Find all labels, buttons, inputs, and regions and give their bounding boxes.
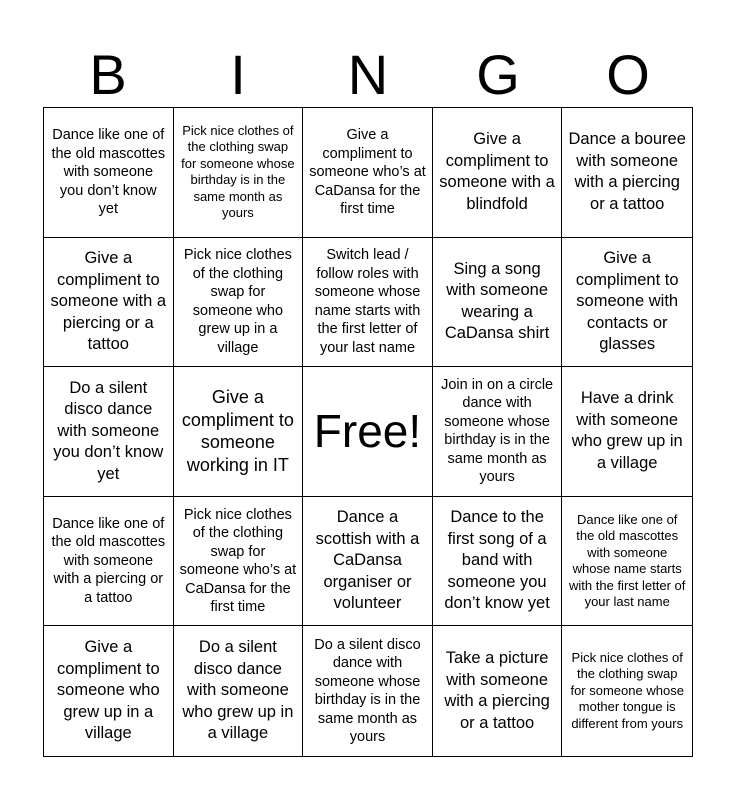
bingo-cell[interactable] (44, 367, 174, 497)
header-letter-b: B (89, 43, 127, 106)
bingo-cell[interactable] (433, 108, 563, 238)
cell-text: Do a silent disco dance with someone you don’t know yet (53, 378, 164, 483)
cell-text: Sing a song with someone wearing a CaDansa shirt (444, 259, 550, 343)
bingo-cell[interactable] (433, 626, 563, 756)
cell-text: Dance a bouree with someone with a piercing or a tattoo (568, 130, 686, 213)
bingo-cell[interactable] (174, 367, 304, 497)
bingo-cell[interactable] (562, 367, 692, 497)
cell-text: Take a picture with someone with a piercing or a tattoo (444, 649, 550, 732)
free-space-cell[interactable] (303, 367, 433, 497)
cell-text: Dance a scottish with a CaDansa organiser or volunteer (315, 508, 420, 613)
cell-text: Give a compliment to someone with a piercing or a tattoo (50, 249, 167, 354)
header-letter-o: O (606, 43, 650, 106)
bingo-cell[interactable] (174, 108, 304, 238)
bingo-cell[interactable] (44, 497, 174, 627)
cell-text: Do a silent disco dance with someone who grew up in a village (182, 638, 294, 743)
bingo-cell[interactable] (44, 108, 174, 238)
cell-text: Do a silent disco dance with someone whose birthday is in the same month as yours (314, 636, 421, 746)
cell-text: Dance to the first song of a band with someone you don’t know yet (444, 508, 550, 613)
cell-text: Give a compliment to someone who grew up in a village (56, 638, 160, 743)
bingo-cell[interactable] (174, 626, 304, 756)
cell-text: Pick nice clothes of the clothing swap for someone whose birthday is in the same month as yours (181, 122, 295, 221)
cell-text: Join in on a circle dance with someone whose birthday is in the same month as yours (441, 376, 554, 486)
bingo-cell[interactable] (303, 497, 433, 627)
cell-text: Give a compliment to someone working in IT (181, 387, 294, 475)
bingo-cell[interactable] (433, 497, 563, 627)
bingo-cell[interactable] (174, 497, 304, 627)
cell-text: Dance like one of the old mascottes with someone you don’t know yet (51, 127, 166, 218)
bingo-header (43, 44, 693, 106)
bingo-board (43, 107, 693, 757)
header-letter-g: G (476, 43, 520, 106)
cell-text: Have a drink with someone who grew up in a village (571, 389, 683, 472)
cell-text: Dance like one of the old mascottes with someone with a piercing or a tattoo (51, 515, 166, 606)
cell-text: Give a compliment to someone with a blindfold (439, 130, 555, 213)
header-letter-i: I (230, 43, 246, 106)
cell-text: Pick nice clothes of the clothing swap for someone who’s at CaDansa for the first time (179, 506, 297, 616)
cell-text: Switch lead / follow roles with someone whose name starts with the first letter of your last name (314, 247, 421, 356)
bingo-cell[interactable] (562, 626, 692, 756)
bingo-cell[interactable] (562, 108, 692, 238)
bingo-cell[interactable] (303, 108, 433, 238)
bingo-cell[interactable] (303, 626, 433, 756)
free-space-text: Free! (313, 405, 422, 458)
cell-text: Pick nice clothes of the clothing swap for someone whose mother tongue is different from yours (570, 649, 684, 731)
bingo-cell[interactable] (562, 497, 692, 627)
bingo-cell[interactable] (433, 367, 563, 497)
bingo-cell[interactable] (562, 238, 692, 368)
bingo-cell[interactable] (44, 626, 174, 756)
header-letter-n: N (347, 43, 389, 106)
cell-text: Dance like one of the old mascottes with someone whose name starts with the first letter of your last name (569, 511, 686, 610)
bingo-cell[interactable] (44, 238, 174, 368)
cell-text: Give a compliment to someone who’s at CaDansa for the first time (309, 127, 426, 218)
bingo-cell[interactable] (174, 238, 304, 368)
cell-text: Pick nice clothes of the clothing swap for someone who grew up in a village (183, 247, 292, 356)
cell-text: Give a compliment to someone with contacts or glasses (575, 249, 679, 354)
bingo-cell[interactable] (303, 238, 433, 368)
bingo-cell[interactable] (433, 238, 563, 368)
